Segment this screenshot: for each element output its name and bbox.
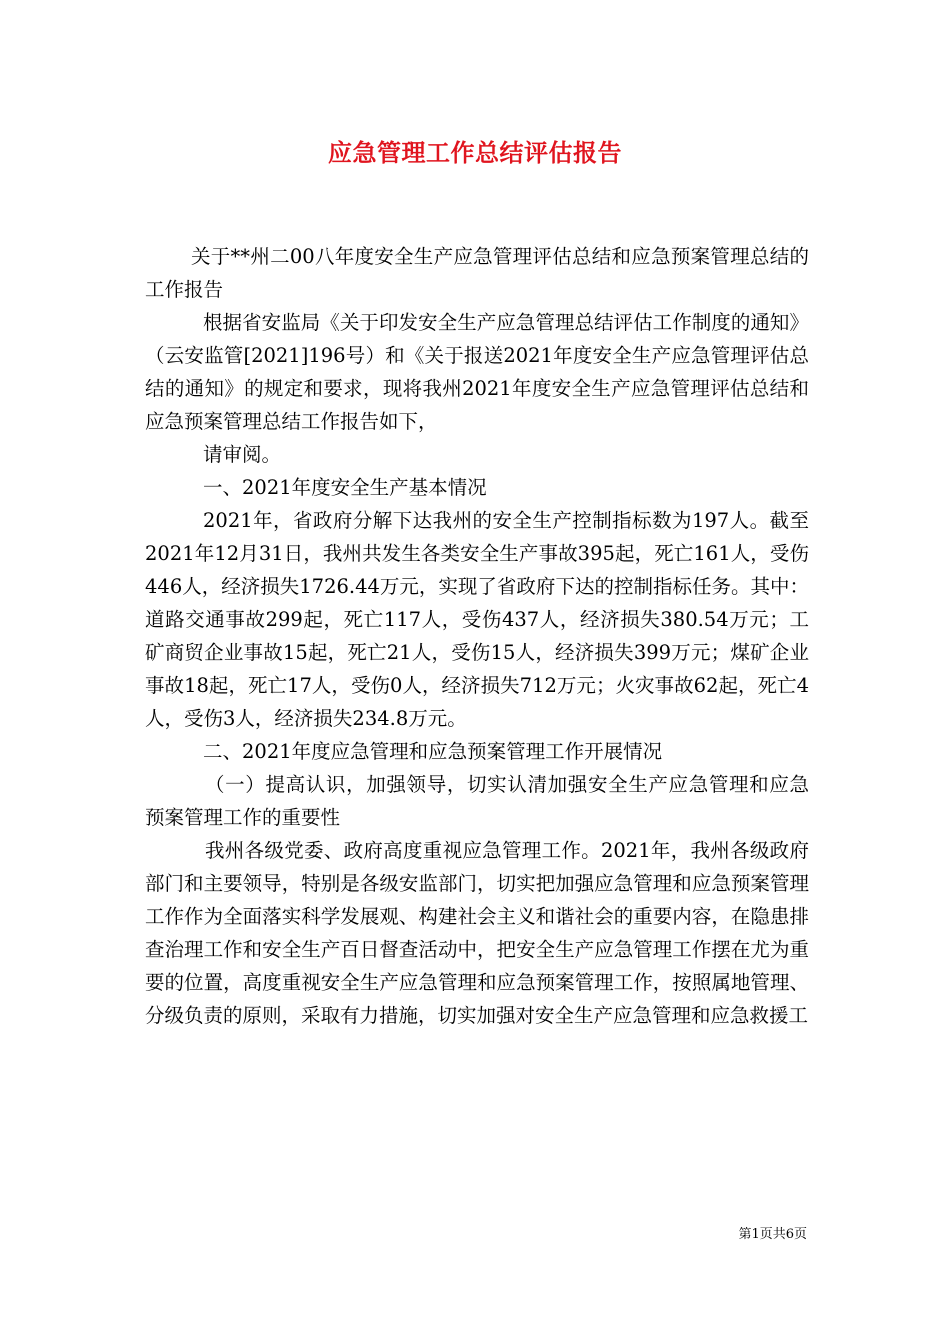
page-number: 第1页共6页 (738, 1227, 807, 1242)
subsection-one-heading: （一）提高认识，加强领导，切实认清加强安全生产应急管理和应急预案管理工作的重要性 (145, 773, 809, 829)
intro-paragraph: 根据省安监局《关于印发安全生产应急管理总结评估工作制度的通知》（云安监管[2021]196号）和《关于报送2021年度安全生产应急管理评估总结的通知》的规定和要求，现将我州2021年度安全生产应急管理评估总结和应急预案管理总结工作报告如下， (145, 311, 809, 433)
report-subject-paragraph: 关于**州二00八年度安全生产应急管理评估总结和应急预案管理总结的工作报告 (145, 245, 809, 301)
statistics-paragraph: 2021年，省政府分解下达我州的安全生产控制指标数为197人。截至2021年12月31日，我州共发生各类安全生产事故395起，死亡161人，受伤446人，经济损失1726.44万元，实现了省政府下达的控制指标任务。其中：道路交通事故299起，死亡117人，受伤437人，经济损失380.54万元；工矿商贸企业事故15起，死亡21人，受伤15人，经济损失399万元；煤矿企业事故18起，死亡17人，受伤0人，经济损失712万元；火灾事故62起，死亡4人，受伤3人，经济损失234.8万元。 (145, 509, 809, 730)
document-body (145, 240, 809, 1032)
document-title: 应急管理工作总结评估报告 (328, 138, 622, 167)
section-two-heading: 二、2021年度应急管理和应急预案管理工作开展情况 (203, 740, 663, 763)
review-request-paragraph: 请审阅。 (203, 443, 282, 466)
section-one-heading: 一、2021年度安全生产基本情况 (203, 476, 487, 499)
leadership-paragraph: 我州各级党委、政府高度重视应急管理工作。2021年，我州各级政府部门和主要领导，特别是各级安监部门，切实把加强应急管理和应急预案管理工作作为全面落实科学发展观、构建社会主义和谐社会的重要内容，在隐患排查治理工作和安全生产百日督查活动中，把安全生产应急管理工作摆在尤为重要的位置，高度重视安全生产应急管理和应急预案管理工作，按照属地管理、分级负责的原则，采取有力措施，切实加强对安全生产应急管理和应急救援工 (145, 839, 809, 1027)
